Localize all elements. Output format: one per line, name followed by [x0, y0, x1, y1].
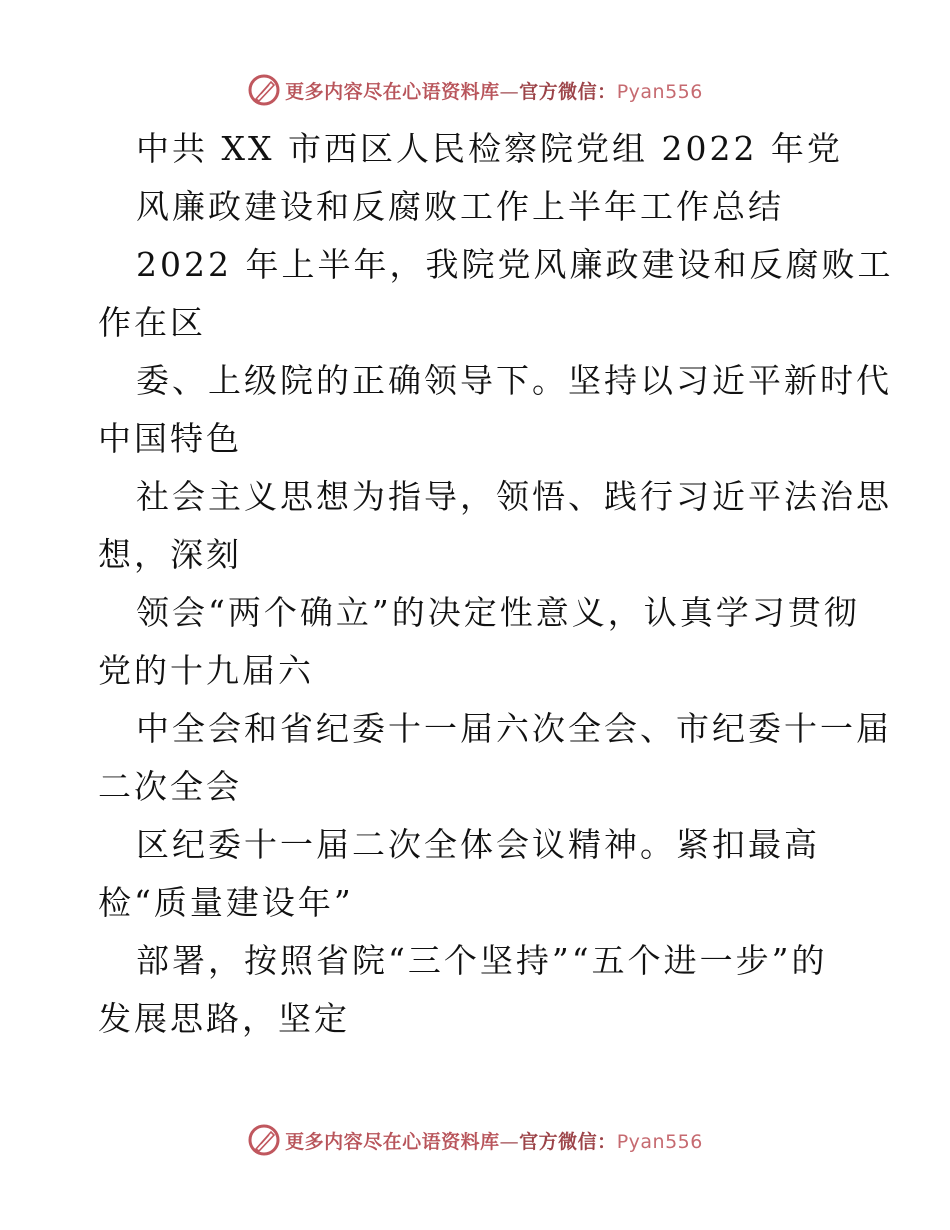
- watermark-dash: —: [499, 80, 520, 103]
- header-watermark: [0, 70, 950, 110]
- paragraph-line: 社会主义思想为指导，领悟、践行习近平法治思: [136, 477, 892, 516]
- watermark-brand: 更多内容尽在心语资料库: [285, 1130, 500, 1153]
- paragraph-line: 作在区: [98, 303, 206, 342]
- paragraph-line: 发展思路，坚定: [98, 999, 350, 1038]
- paragraph-line: 区纪委十一届二次全体会议精神。紧扣最高: [136, 825, 820, 864]
- paragraph-line: 中国特色: [98, 419, 242, 458]
- watermark-official-label: 官方微信：: [519, 80, 617, 103]
- document-title-line-2: 风廉政建设和反腐败工作上半年工作总结: [136, 187, 784, 226]
- paragraph-line: 委、上级院的正确领导下。坚持以习近平新时代: [136, 361, 892, 400]
- watermark-official-label: 官方微信：: [519, 1130, 617, 1153]
- document-body: [98, 120, 894, 1048]
- watermark-dash: —: [499, 1130, 520, 1153]
- paragraph-line: 中全会和省纪委十一届六次全会、市纪委十一届: [136, 709, 892, 748]
- quill-pen-logo-icon: [247, 1123, 281, 1157]
- footer-watermark: [0, 1120, 950, 1160]
- watermark-text: [285, 77, 703, 104]
- paragraph-line: 2022 年上半年，我院党风廉政建设和反腐败工: [136, 245, 894, 284]
- paragraph-line: 党的十九届六: [98, 651, 314, 690]
- document-title-line-1: 中共 XX 市西区人民检察院党组 2022 年党: [136, 129, 843, 168]
- watermark-wechat-handle: Pyan556: [616, 1130, 703, 1153]
- watermark-wechat-handle: Pyan556: [616, 80, 703, 103]
- paragraph-line: 想，深刻: [98, 535, 242, 574]
- quill-pen-logo-icon: [247, 73, 281, 107]
- watermark-text: [285, 1127, 703, 1154]
- watermark-brand: 更多内容尽在心语资料库: [285, 80, 500, 103]
- paragraph-line: 部署，按照省院“三个坚持”“五个进一步”的: [136, 941, 828, 980]
- paragraph-line: 二次全会: [98, 767, 242, 806]
- paragraph-line: 领会“两个确立”的决定性意义，认真学习贯彻: [136, 593, 860, 632]
- paragraph-line: 检“质量建设年”: [98, 883, 354, 922]
